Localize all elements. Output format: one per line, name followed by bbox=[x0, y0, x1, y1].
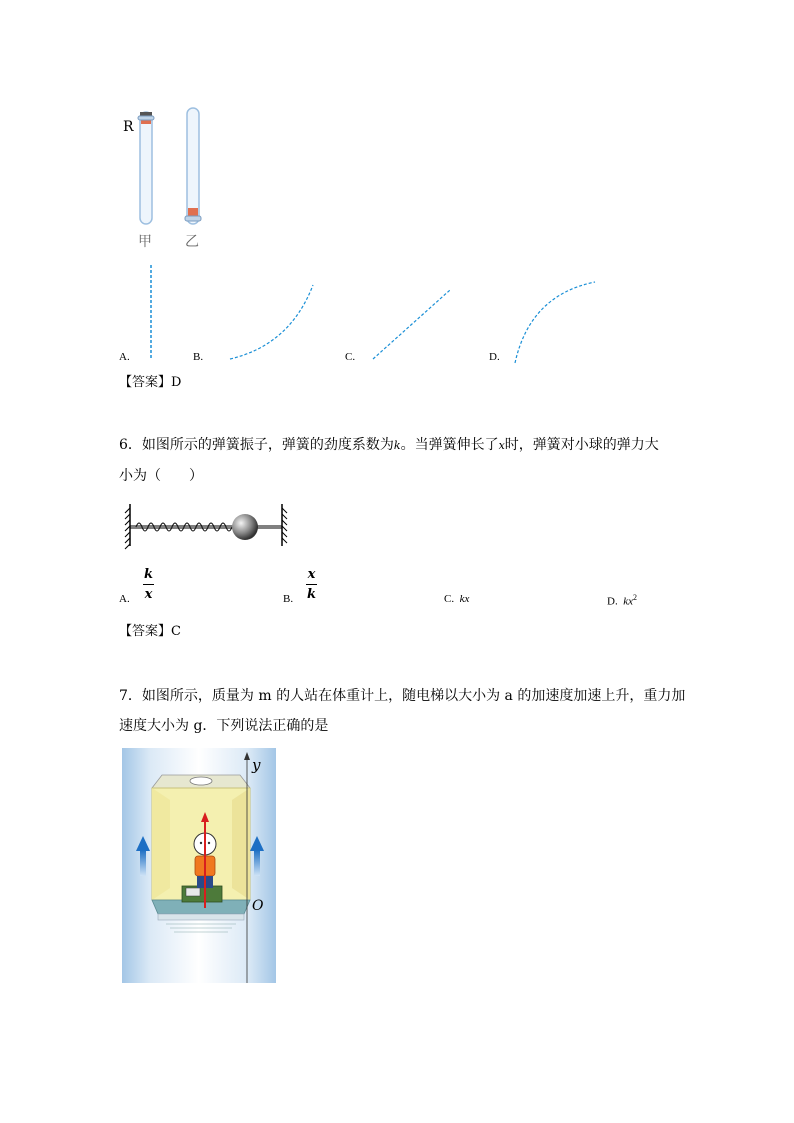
q5-option-c: C. bbox=[345, 351, 356, 363]
test-tubes-figure bbox=[118, 100, 228, 255]
q6-option-d: D. $kx^2$ bbox=[607, 593, 637, 608]
q5-answer: 【答案】D bbox=[119, 375, 182, 390]
q6-answer: 【答案】C bbox=[119, 624, 181, 639]
tube-label-yi: 乙 bbox=[185, 234, 199, 250]
q6-option-b-label: B. bbox=[283, 593, 294, 605]
axis-origin-label: O bbox=[252, 898, 264, 914]
elevator-figure bbox=[122, 748, 276, 983]
q7-question-line2: 速度大小为 g．下列说法正确的是 bbox=[119, 718, 329, 734]
q6-option-a-label: A. bbox=[119, 593, 130, 605]
axis-y-label: y bbox=[252, 756, 261, 774]
q7-question-line1: 7．如图所示，质量为 m 的人站在体重计上，随电梯以大小为 a 的加速度加速上升，重力加 bbox=[119, 688, 686, 704]
q5-option-d: D. bbox=[489, 351, 500, 363]
curve-c bbox=[373, 290, 450, 359]
q6-question-line1: 6．如图所示的弹簧振子，弹簧的劲度系数为k。当弹簧伸长了x时，弹簧对小球的弹力大 bbox=[119, 437, 659, 453]
spring-oscillator-figure bbox=[122, 500, 294, 550]
curve-b bbox=[230, 285, 313, 359]
curve-d bbox=[515, 282, 595, 363]
q6-option-b-fraction: x k bbox=[306, 567, 316, 602]
q5-option-a: A. bbox=[119, 351, 130, 363]
q6-option-c: C. kx bbox=[444, 593, 470, 605]
q5-option-b: B. bbox=[193, 351, 204, 363]
tube-label-jia: 甲 bbox=[138, 234, 152, 250]
tube-label-r: R bbox=[123, 119, 134, 135]
q6-question-line2: 小为（ ） bbox=[119, 468, 203, 484]
q6-option-a-fraction: k x bbox=[143, 567, 153, 602]
